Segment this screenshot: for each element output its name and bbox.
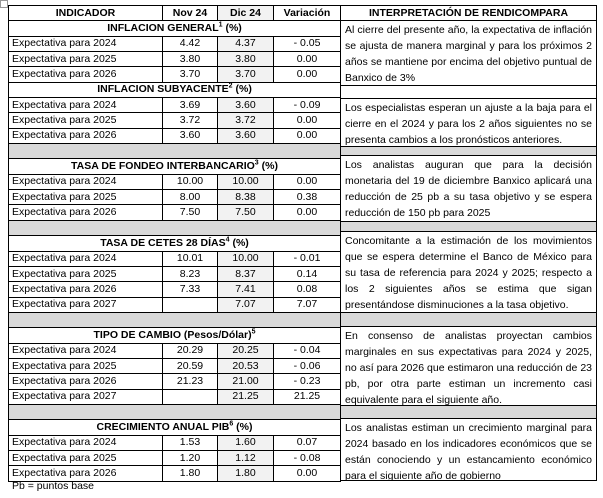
table-row (9, 374, 341, 389)
cell-label: Expectativa para 2026 (9, 67, 163, 82)
cell-var: - 0.01 (274, 251, 341, 266)
cell-label: Expectativa para 2024 (9, 435, 163, 450)
cell-label: Expectativa para 2024 (9, 343, 163, 358)
interpretation-tipo-cambio: En consenso de analistas proyectan cambios marginales en sus expectativas para 2024 y 2025, no así para 2026 que estimaron una reducción de 23 pb, por otra parte estiman un incremento casi equivalente para el siguiente año. (340, 327, 597, 406)
cell-dic: 1.80 (218, 466, 274, 481)
cell-var: 0.07 (274, 435, 341, 450)
cell-nov: 3.70 (163, 67, 218, 82)
cell-var: - 0.05 (274, 36, 341, 51)
section-title-text: INFLACION GENERAL (107, 22, 219, 35)
cell-label: Expectativa para 2027 (9, 297, 163, 312)
cell-var: - 0.06 (274, 358, 341, 373)
separator-cell (9, 144, 341, 159)
cell-var: 0.38 (274, 190, 341, 205)
cell-label: Expectativa para 2024 (9, 98, 163, 113)
cell-var: 0.00 (274, 52, 341, 67)
cell-dic: 21.25 (218, 389, 274, 404)
cell-label: Expectativa para 2024 (9, 36, 163, 51)
cell-nov (163, 389, 218, 404)
cell-dic: 7.07 (218, 297, 274, 312)
cell-var: 0.00 (274, 205, 341, 220)
cell-nov: 10.00 (163, 174, 218, 189)
separator-row (9, 312, 341, 327)
separator-cell (9, 404, 341, 419)
cell-var: 0.00 (274, 113, 341, 128)
separator-row (340, 406, 597, 419)
section-unit: (%) (258, 160, 278, 173)
section-title (9, 21, 341, 36)
header-variacion: Variación (274, 6, 341, 21)
interpretation-inflacion-general: Al cierre del presente año, la expectativa de inflación se ajusta de manera marginal y para los próximos 2 años se mantiene por encima del objetivo puntual de Banxico de 3% (340, 21, 597, 86)
cell-label: Expectativa para 2024 (9, 251, 163, 266)
cell-label: Expectativa para 2026 (9, 128, 163, 143)
table-row (9, 174, 341, 189)
cell-nov: 3.60 (163, 128, 218, 143)
cell-label: Expectativa para 2025 (9, 52, 163, 67)
header-indicator: INDICADOR (9, 6, 163, 21)
cell-nov: 21.23 (163, 374, 218, 389)
footnote: Pb = puntos base (12, 480, 95, 492)
section-unit: (%) (232, 83, 252, 96)
table-row (9, 205, 341, 220)
section-header-row (9, 21, 341, 36)
table-row (9, 435, 341, 450)
section-title-text: TASA DE FONDEO INTERBANCARIO (71, 160, 255, 173)
table-move-handle[interactable] (0, 0, 8, 8)
section-title (9, 328, 341, 343)
cell-var: 0.00 (274, 174, 341, 189)
cell-dic: 20.53 (218, 358, 274, 373)
cell-label: Expectativa para 2025 (9, 266, 163, 281)
separator-cell (9, 220, 341, 235)
footnote-marker: 6 (229, 420, 234, 428)
interpretation-cetes: Concomitante a la estimación de los movimientos que se espera determine el Banco de México para su tasa de referencia para 2024 y 2025; respecto a los 2 siguientes años se estima que sigan presentándose disminuciones a la tasa objetivo. (340, 232, 597, 313)
cell-dic: 1.12 (218, 450, 274, 465)
interpretation-pib: Los analistas estiman un crecimiento marginal para 2024 basado en los indicadores económicos que se están conociendo y un estancamiento económico para el siguiente año de gobierno (340, 419, 597, 481)
cell-var: - 0.23 (274, 374, 341, 389)
section-header-row (9, 328, 341, 343)
cell-nov: 20.59 (163, 358, 218, 373)
separator-row (9, 220, 341, 235)
footnote-marker: 5 (251, 328, 256, 336)
table-row (9, 251, 341, 266)
cell-label: Expectativa para 2024 (9, 174, 163, 189)
cell-label: Expectativa para 2026 (9, 205, 163, 220)
cell-nov: 1.20 (163, 450, 218, 465)
cell-dic: 4.37 (218, 36, 274, 51)
cell-label: Expectativa para 2025 (9, 450, 163, 465)
table-row (9, 297, 341, 312)
table-row (9, 67, 341, 82)
cell-var: 0.00 (274, 128, 341, 143)
table-row (9, 98, 341, 113)
table-row (9, 36, 341, 51)
section-header-row (9, 420, 341, 435)
cell-nov: 8.00 (163, 190, 218, 205)
blank-cell (340, 86, 597, 99)
cell-nov: 20.29 (163, 343, 218, 358)
cell-var: - 0.04 (274, 343, 341, 358)
cell-var: 0.14 (274, 266, 341, 281)
cell-var: - 0.08 (274, 450, 341, 465)
section-header-row (9, 159, 341, 174)
cell-dic: 3.70 (218, 67, 274, 82)
table-row (9, 52, 341, 67)
cell-label: Expectativa para 2026 (9, 466, 163, 481)
cell-dic: 21.00 (218, 374, 274, 389)
cell-nov: 3.69 (163, 98, 218, 113)
section-unit: (%) (233, 420, 253, 433)
section-title (9, 420, 341, 435)
cell-var: 0.00 (274, 67, 341, 82)
cell-var: - 0.09 (274, 98, 341, 113)
cell-dic: 7.50 (218, 205, 274, 220)
footnote-marker: 2 (228, 82, 233, 90)
section-title-text: TIPO DE CAMBIO (Pesos/Dólar) (93, 328, 252, 341)
separator-row (9, 404, 341, 419)
footnote-marker: 3 (254, 159, 259, 167)
cell-var: 0.08 (274, 282, 341, 297)
cell-dic: 3.60 (218, 128, 274, 143)
table-header-row (9, 6, 341, 21)
table-row (9, 466, 341, 481)
cell-nov: 1.53 (163, 435, 218, 450)
cell-nov: 3.80 (163, 52, 218, 67)
cell-label: Expectativa para 2025 (9, 190, 163, 205)
separator-row (340, 147, 597, 156)
cell-nov (163, 297, 218, 312)
interpretation-column (340, 5, 597, 481)
cell-label: Expectativa para 2027 (9, 389, 163, 404)
interpretation-tasa-fondeo: Los analistas auguran que para la decisión monetaria del 19 de diciembre Banxico aplicará una reducción de 25 pb a su tasa objetivo y se espera reducción de 150 pb para 2025 (340, 156, 597, 222)
cell-dic: 8.37 (218, 266, 274, 281)
section-title (9, 159, 341, 174)
cell-nov: 7.33 (163, 282, 218, 297)
section-title-text: TASA DE CETES 28 DÍAS (100, 236, 226, 249)
section-title-text: CRECIMIENTO ANUAL PIB (96, 420, 230, 433)
separator-row (340, 313, 597, 327)
cell-dic: 3.72 (218, 113, 274, 128)
table-row (9, 450, 341, 465)
header-interpretacion: INTERPRETACIÓN DE RENDICOMPARA (340, 5, 597, 21)
cell-dic: 3.60 (218, 98, 274, 113)
footnote-marker: 1 (218, 21, 223, 29)
table-row (9, 266, 341, 281)
table-row (9, 128, 341, 143)
section-title (9, 82, 341, 97)
header-nov: Nov 24 (163, 6, 218, 21)
header-dic: Dic 24 (218, 6, 274, 21)
cell-dic: 10.00 (218, 174, 274, 189)
table-row (9, 358, 341, 373)
table-row (9, 389, 341, 404)
cell-var: 7.07 (274, 297, 341, 312)
indicators-table (8, 5, 341, 482)
cell-nov: 1.80 (163, 466, 218, 481)
table-row (9, 282, 341, 297)
cell-dic: 10.00 (218, 251, 274, 266)
cell-nov: 3.72 (163, 113, 218, 128)
interpretation-inflacion-subyacente: Los especialistas esperan un ajuste a la baja para el cierre en el 2024 y para los 2 años siguientes no se presenta cambios a los pronósticos anteriores. (340, 99, 597, 147)
table-row (9, 113, 341, 128)
footnote-marker: 4 (225, 236, 230, 244)
section-title (9, 236, 341, 251)
separator-row (9, 144, 341, 159)
cell-dic: 3.80 (218, 52, 274, 67)
section-header-row (9, 82, 341, 97)
cell-dic: 1.60 (218, 435, 274, 450)
section-unit: (%) (222, 22, 242, 35)
separator-cell (9, 312, 341, 327)
table-row (9, 343, 341, 358)
section-title-text: INFLACION SUBYACENTE (97, 83, 229, 96)
table-row (9, 190, 341, 205)
cell-label: Expectativa para 2025 (9, 113, 163, 128)
separator-row (340, 222, 597, 232)
cell-var: 0.00 (274, 466, 341, 481)
cell-nov: 10.01 (163, 251, 218, 266)
section-unit: (%) (229, 236, 249, 249)
cell-dic: 20.25 (218, 343, 274, 358)
cell-label: Expectativa para 2025 (9, 358, 163, 373)
cell-dic: 8.38 (218, 190, 274, 205)
cell-label: Expectativa para 2026 (9, 282, 163, 297)
cell-nov: 7.50 (163, 205, 218, 220)
cell-nov: 4.42 (163, 36, 218, 51)
cell-var: 21.25 (274, 389, 341, 404)
cell-nov: 8.23 (163, 266, 218, 281)
cell-dic: 7.41 (218, 282, 274, 297)
cell-label: Expectativa para 2026 (9, 374, 163, 389)
section-header-row (9, 236, 341, 251)
